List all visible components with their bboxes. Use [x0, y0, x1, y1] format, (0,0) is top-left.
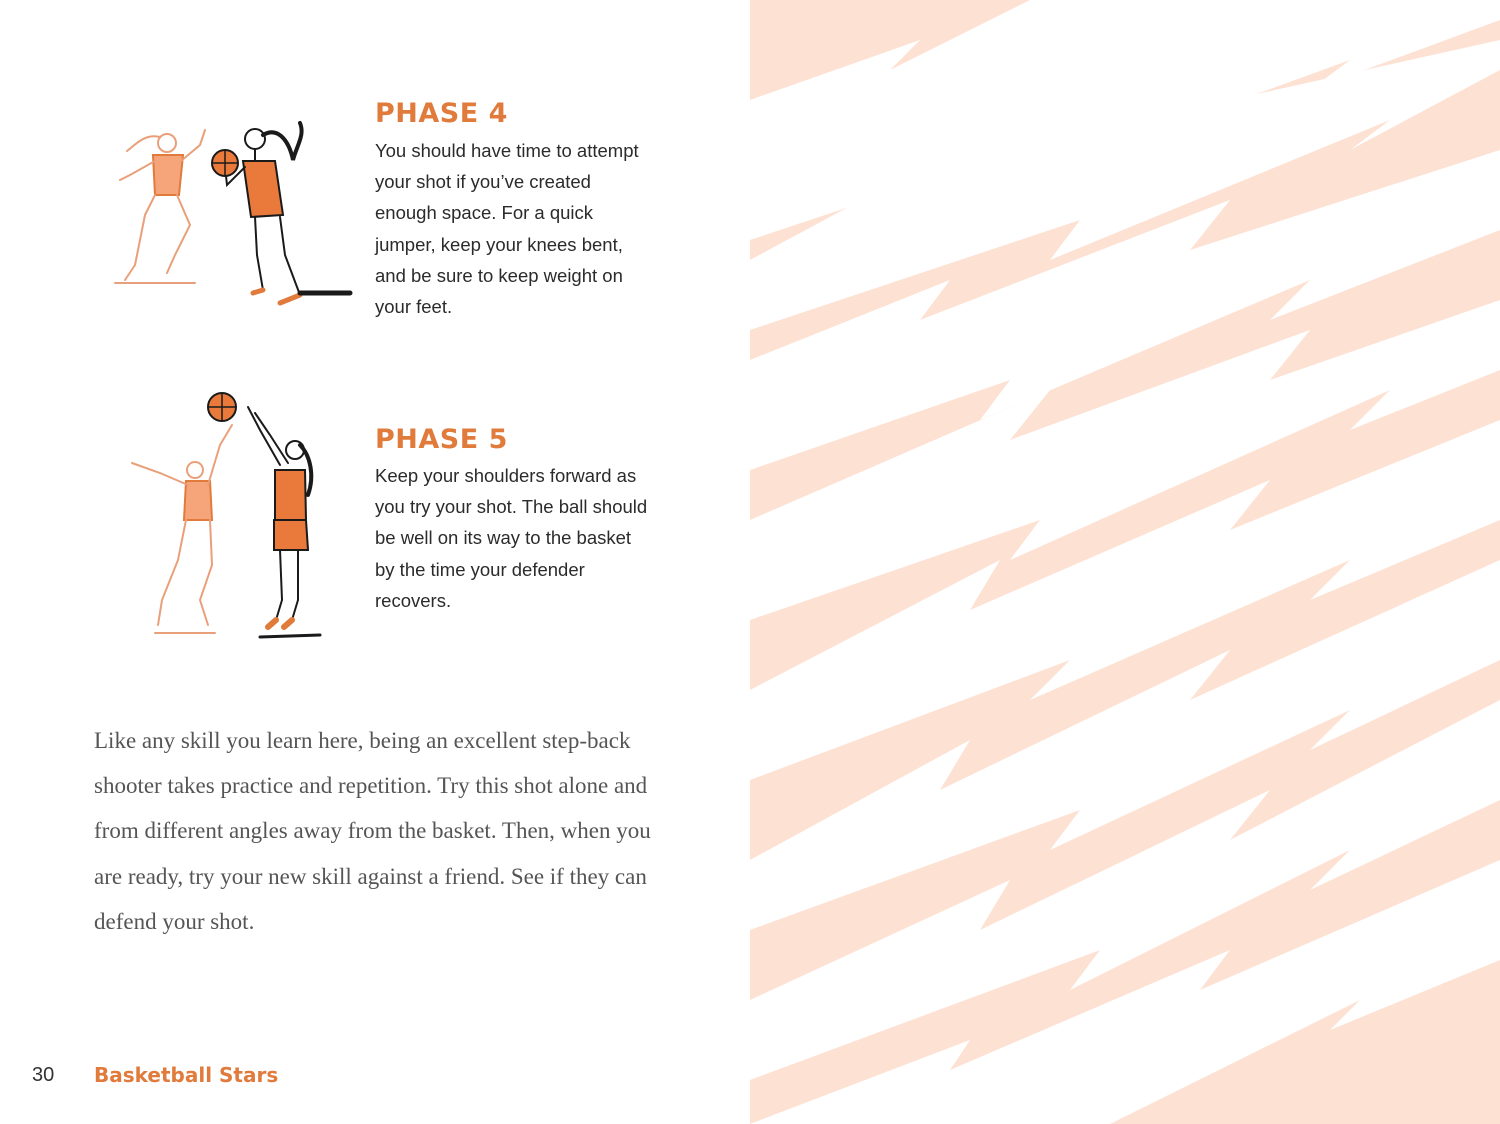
- phase4-title: PHASE 4: [375, 98, 508, 129]
- phase4-body: You should have time to attempt your shot if you’ve created enough space. For a quick jumper, keep your knees bent, and be sure to keep weight on your feet.: [375, 140, 639, 318]
- phase4-illustration-icon: [105, 115, 355, 315]
- phase5-title: PHASE 5: [375, 424, 508, 455]
- zigzag-pattern-icon: [750, 0, 1500, 1124]
- phase5-illustration-icon: [120, 385, 330, 645]
- closing-paragraph: Like any skill you learn here, being an excellent step-back shooter takes practice and repetition. Try this shot alone and from different angles away from the basket. Then, when you are ready, try your new skill against a friend. See if they can defend your shot.: [94, 728, 651, 934]
- running-head: Basketball Stars: [94, 1063, 279, 1087]
- page-number: 30: [32, 1064, 55, 1086]
- phase5-body: Keep your shoulders forward as you try your shot. The ball should be well on its way to the basket by the time your defender recovers.: [375, 465, 648, 611]
- right-page-pattern: [750, 0, 1500, 1124]
